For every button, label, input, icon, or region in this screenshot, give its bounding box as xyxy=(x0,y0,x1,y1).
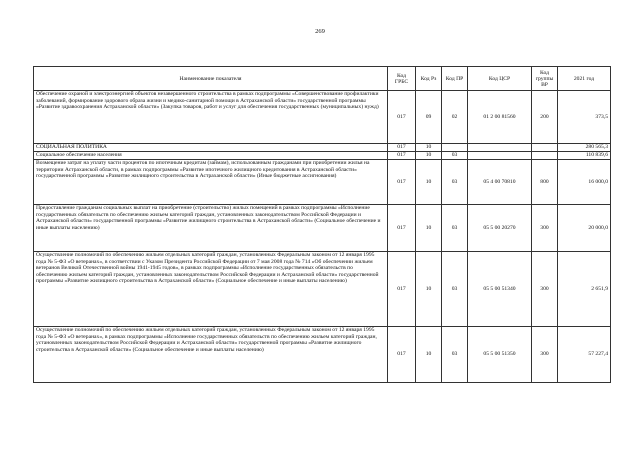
row-pr: 03 xyxy=(442,205,468,252)
row-amount: 20 000,0 xyxy=(558,205,611,252)
table-row xyxy=(34,205,611,252)
table-row xyxy=(34,91,611,144)
row-amount: 373,5 xyxy=(558,91,611,144)
row-csr: 05 5 00 51340 xyxy=(468,252,532,327)
header-grbs: Код ГРБС xyxy=(388,67,416,91)
table-row xyxy=(34,144,611,152)
row-name: Возмещение затрат на уплату части процентов по ипотечным кредитам (займам), использованным гражданами при приобретении жилья на территории Астраханской области, в рамках подпрограммы «Развитие ипотечного жилищного кредитования в Астраханской области» государственной программы «Развитие жилищного строительства в Астраханской области» (Иные бюджетные ассигнования) xyxy=(34,160,388,205)
row-pr: 03 xyxy=(442,252,468,327)
row-name: Предоставление гражданам социальных выплат на приобретение (строительство) жилых помещений в рамках подпрограммы «Исполнение государственных обязательств по обеспечению жильем категорий граждан, установленных законодательством Российской Федерации и Астраханской области» государственной программы «Развитие жилищного строительства в Астраханской области» (Социальное обеспечение и иные выплаты населению) xyxy=(34,205,388,252)
header-pr: Код ПР xyxy=(442,67,468,91)
row-csr: 05 5 00 20270 xyxy=(468,205,532,252)
row-name: Осуществление полномочий по обеспечению жильем отдельных категорий граждан, установленных Федеральным законом от 12 января 1995 года № 5-ФЗ «О ветеранах», в соответствии с Указом Президента Российской Федерации от 7 мая 2008 года № 714 «Об обеспечении жильем ветеранов Великой Отечественной войны 1941-1945 годов», в рамках подпрограммы «Исполнение государственных обязательств по обеспечению жильем категорий граждан, установленных законодательством Российской Федерации и Астраханской области» государственной программы «Развитие жилищного строительства в Астраханской области» (Социальное обеспечение и иные выплаты населению) xyxy=(34,252,388,327)
row-amount: 57 227,4 xyxy=(558,327,611,383)
row-vr: 800 xyxy=(532,160,558,205)
row-csr xyxy=(468,152,532,160)
row-vr: 300 xyxy=(532,205,558,252)
table-row xyxy=(34,160,611,205)
row-pr: 03 xyxy=(442,160,468,205)
row-grbs: 017 xyxy=(388,252,416,327)
row-grbs: 017 xyxy=(388,160,416,205)
header-vr: Код группы ВР xyxy=(532,67,558,91)
header-rz: Код Рз xyxy=(416,67,442,91)
row-grbs: 017 xyxy=(388,91,416,144)
row-pr: 02 xyxy=(442,91,468,144)
page-number: 269 xyxy=(315,28,325,35)
header-year: 2021 год xyxy=(558,67,611,91)
row-vr: 300 xyxy=(532,252,558,327)
row-csr xyxy=(468,144,532,152)
row-grbs: 017 xyxy=(388,152,416,160)
row-rz: 10 xyxy=(416,205,442,252)
row-name: Осуществление полномочий по обеспечению жильем отдельных категорий граждан, установленных Федеральным законом от 12 января 1995 года № 5-ФЗ «О ветеранах», в рамках подпрограммы «Исполнение государственных обязательств по обеспечению жильем категорий граждан, установленных законодательством Российской Федерации и Астраханской области» государственной программы «Развитие жилищного строительства в Астраханской области» (Социальное обеспечение и иные выплаты населению) xyxy=(34,327,388,383)
row-rz: 10 xyxy=(416,144,442,152)
budget-table xyxy=(33,66,611,383)
row-rz: 10 xyxy=(416,252,442,327)
row-rz: 10 xyxy=(416,327,442,383)
row-vr xyxy=(532,152,558,160)
row-name: Обеспечение охраной и электроэнергией объектов незавершенного строительства в рамках подпрограммы «Совершенствование профилактики заболеваний, формирование здорового образа жизни и медико-санитарной помощи в Астраханской области» государственной программы «Развитие здравоохранения Астраханской области» (Закупка товаров, работ и услуг для обеспечения государственных (муниципальных) нужд) xyxy=(34,91,388,144)
row-grbs: 017 xyxy=(388,327,416,383)
row-rz: 09 xyxy=(416,91,442,144)
table-header-row xyxy=(34,67,611,91)
row-amount: 280 565,3 xyxy=(558,144,611,152)
row-rz: 10 xyxy=(416,152,442,160)
table-row xyxy=(34,327,611,383)
row-grbs: 017 xyxy=(388,144,416,152)
row-name: Социальное обеспечение населения xyxy=(34,152,388,160)
row-vr xyxy=(532,144,558,152)
header-name: Наименование показателя xyxy=(34,67,388,91)
row-vr: 300 xyxy=(532,327,558,383)
row-csr: 05 4 00 70810 xyxy=(468,160,532,205)
header-csr: Код ЦСР xyxy=(468,67,532,91)
row-pr: 03 xyxy=(442,327,468,383)
row-amount: 16 000,0 xyxy=(558,160,611,205)
row-pr xyxy=(442,144,468,152)
row-amount: 110 839,6 xyxy=(558,152,611,160)
row-amount: 2 651,9 xyxy=(558,252,611,327)
row-name: СОЦИАЛЬНАЯ ПОЛИТИКА xyxy=(34,144,388,152)
row-rz: 10 xyxy=(416,160,442,205)
row-vr: 200 xyxy=(532,91,558,144)
row-csr: 05 5 00 51350 xyxy=(468,327,532,383)
row-csr: 01 2 00 81560 xyxy=(468,91,532,144)
table-row xyxy=(34,252,611,327)
row-pr: 03 xyxy=(442,152,468,160)
row-grbs: 017 xyxy=(388,205,416,252)
table-row xyxy=(34,152,611,160)
